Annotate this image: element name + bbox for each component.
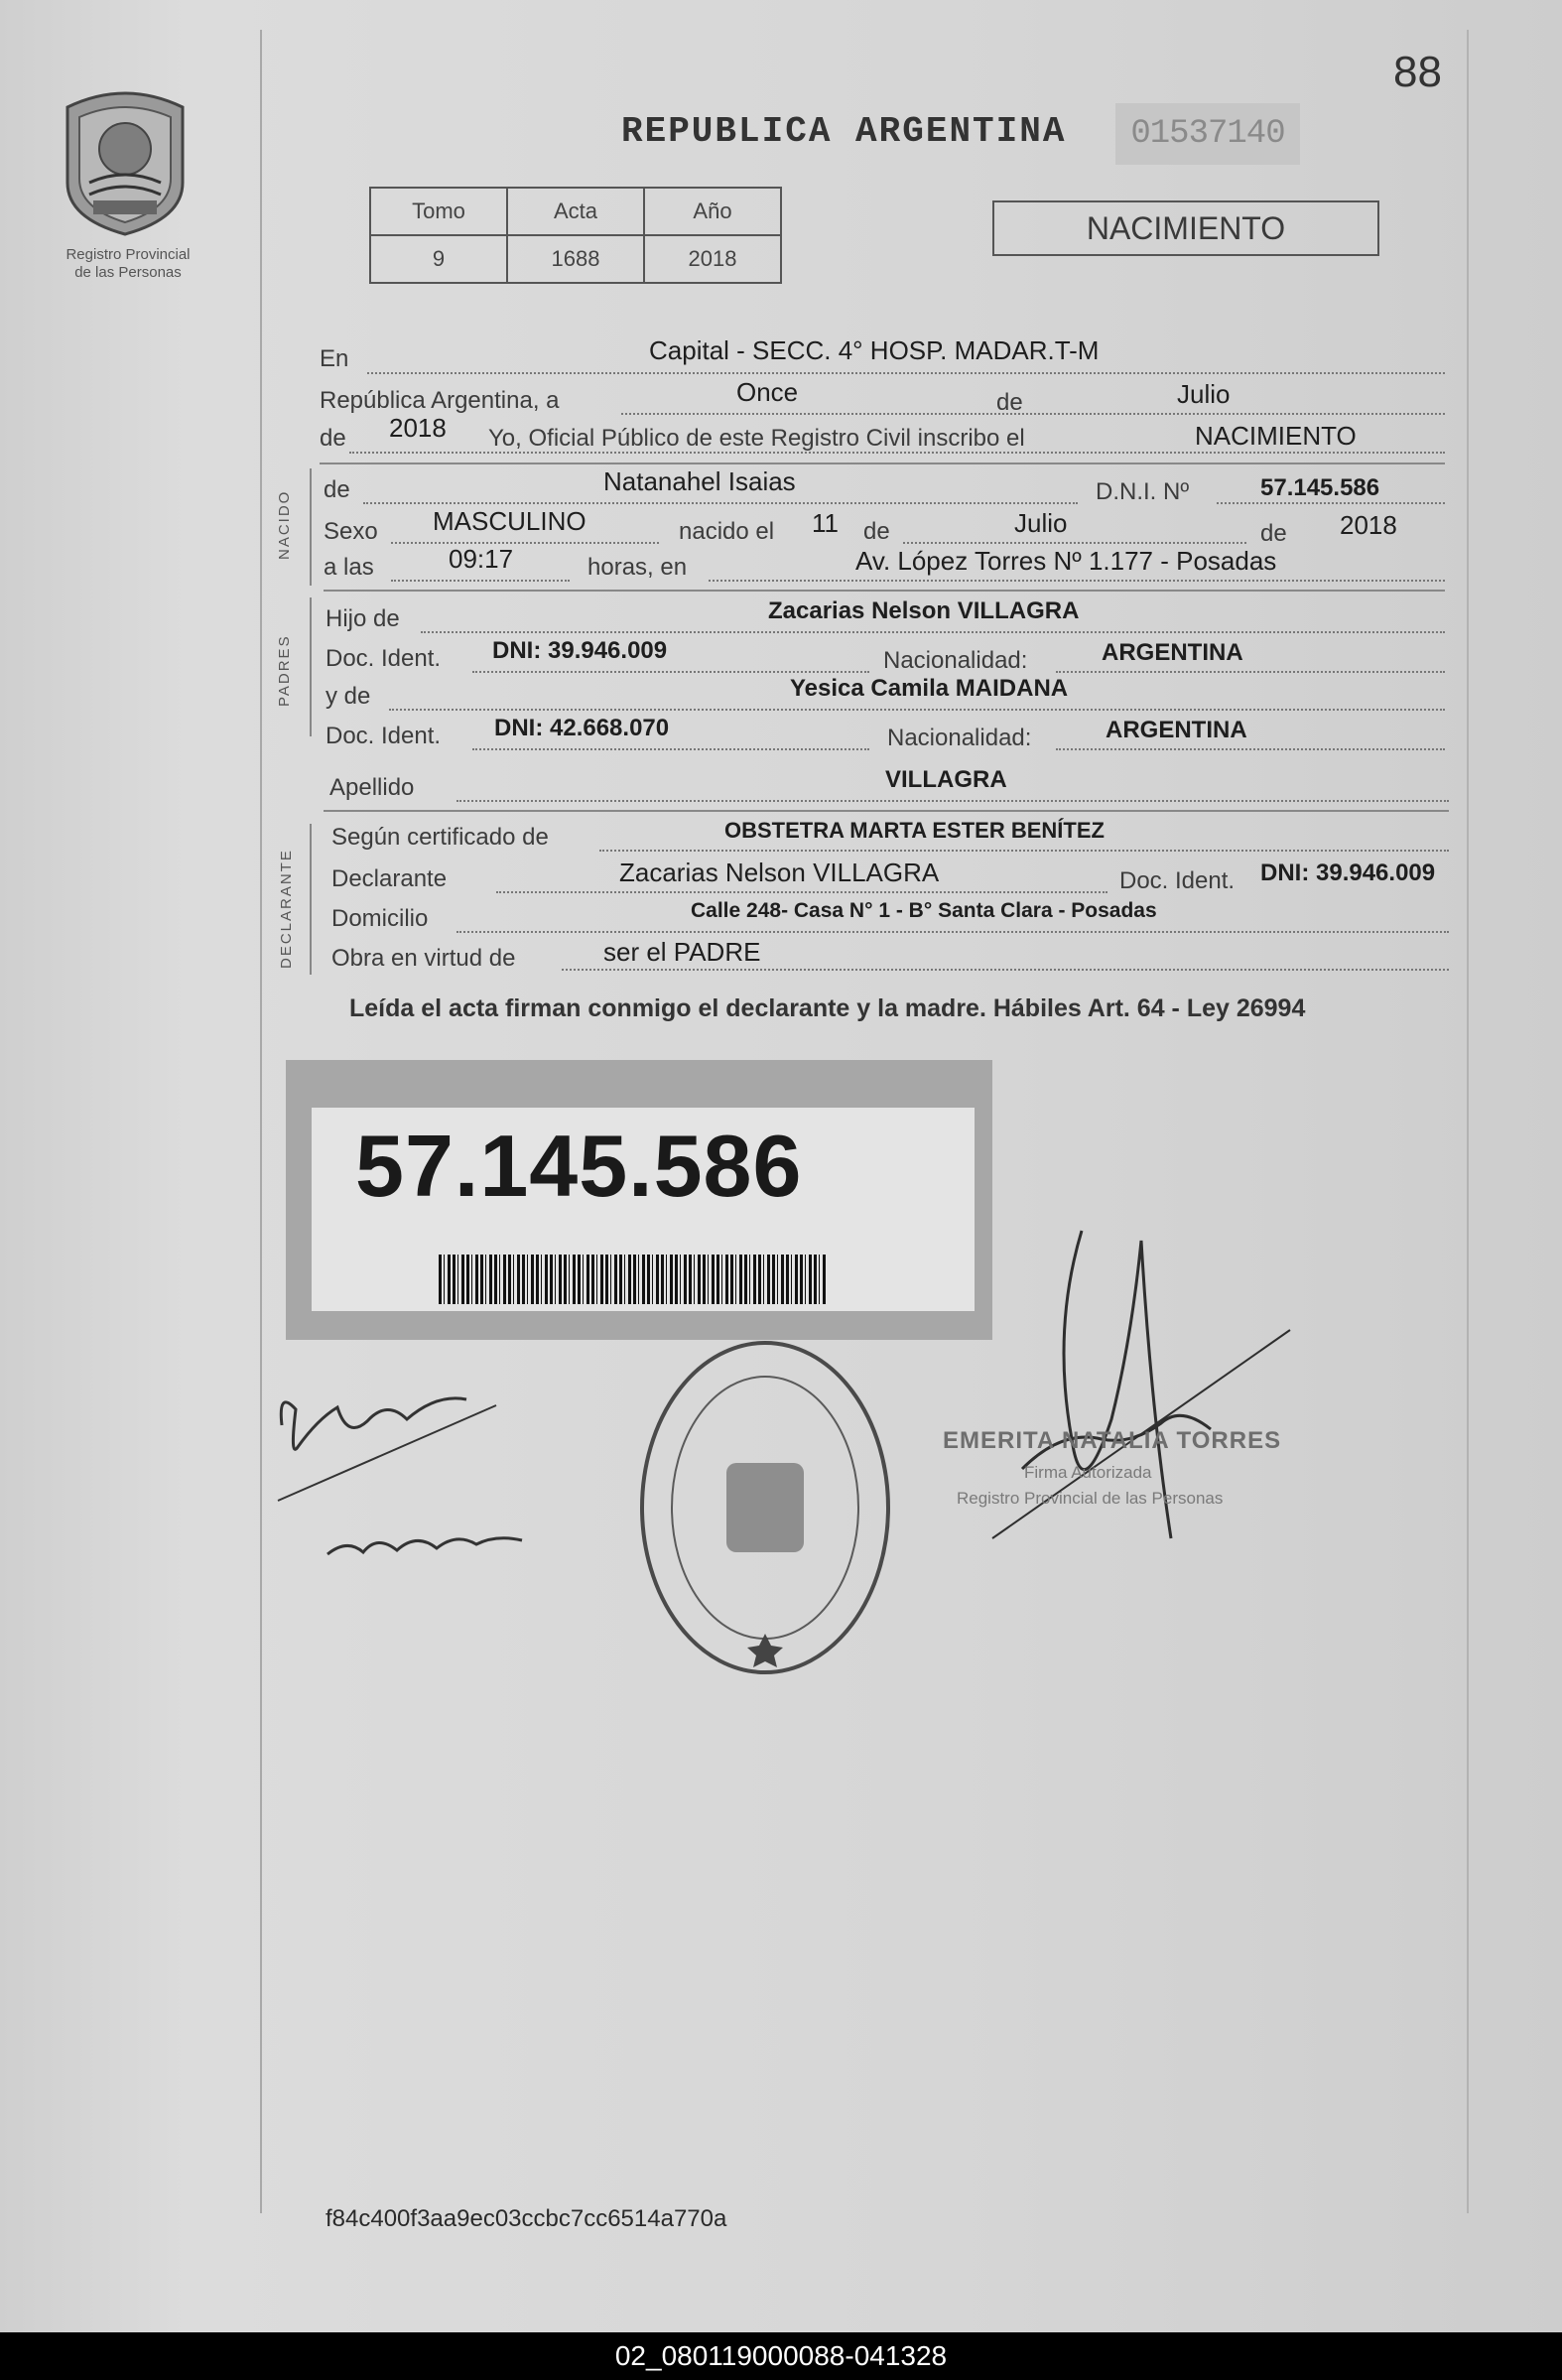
footer-file-id: 02_080119000088-041328 [0, 2332, 1562, 2380]
dotted-line [709, 580, 1445, 582]
doc-ident-label: Doc. Ident. [325, 645, 442, 672]
declarante-label: Declarante [331, 865, 448, 892]
logo-caption [34, 246, 222, 282]
de-label: de [996, 389, 1023, 416]
domicilio-label: Domicilio [331, 905, 429, 932]
official-name: EMERITA NATALIA TORRES [943, 1427, 1282, 1454]
dotted-line [903, 542, 1246, 544]
id-label-inner [312, 1108, 975, 1311]
nacionalidad-label: Nacionalidad: [887, 725, 1032, 751]
document-hash: f84c400f3aa9ec03ccbc7cc6514a770a [325, 2205, 727, 2232]
declarant-signature-icon [268, 1350, 566, 1648]
dotted-line [472, 671, 869, 673]
dotted-line [389, 709, 1445, 711]
declarant-doc: DNI: 39.946.009 [1260, 859, 1436, 886]
dotted-line [599, 850, 1449, 852]
right-margin-line [1467, 30, 1469, 2213]
logo-caption-line1: Registro Provincial [65, 246, 191, 263]
month-text: Julio [1177, 379, 1231, 409]
certificado-label: Según certificado de [331, 824, 549, 851]
hijo-de-label: Hijo de [325, 605, 400, 632]
mother-doc: DNI: 42.668.070 [494, 715, 670, 741]
surname-value: VILLAGRA [885, 766, 1007, 793]
official-signature-icon [933, 1211, 1310, 1568]
id-label-sticker [286, 1060, 992, 1340]
registry-value-acta: 1688 [507, 235, 644, 283]
de-label: de [324, 476, 350, 503]
doc-ident-label: Doc. Ident. [325, 723, 442, 749]
section-separator [324, 590, 1445, 592]
dotted-line [1056, 671, 1445, 673]
section-separator [324, 810, 1449, 812]
birth-time: 09:17 [449, 544, 514, 574]
registry-header-ano: Año [644, 188, 781, 235]
left-margin-line [260, 30, 262, 2213]
dotted-line [367, 372, 1445, 374]
registry-value-ano: 2018 [644, 235, 781, 283]
father-name: Zacarias Nelson VILLAGRA [768, 597, 1080, 624]
year-prefix: de [320, 425, 346, 452]
dotted-line [456, 931, 1449, 933]
id-label-number: 57.145.586 [355, 1117, 803, 1215]
registered-type: NACIMIENTO [1195, 421, 1357, 451]
year-value: 2018 [389, 413, 447, 443]
serial-number: 01537140 [1115, 103, 1300, 165]
dotted-line [421, 631, 1445, 633]
birth-day: 11 [812, 508, 839, 538]
birth-year: 2018 [1340, 510, 1397, 540]
sexo-label: Sexo [324, 518, 378, 545]
mother-name: Yesica Camila MAIDANA [790, 675, 1069, 702]
declarante-section-label: DECLARANTE [278, 849, 295, 969]
child-dni: 57.145.586 [1260, 474, 1380, 501]
father-doc: DNI: 39.946.009 [492, 637, 668, 664]
father-nationality: ARGENTINA [1102, 639, 1243, 666]
document-title: REPUBLICA ARGENTINA [621, 111, 1067, 152]
republica-label: República Argentina, a [320, 387, 560, 414]
dotted-line [391, 580, 570, 582]
en-label: En [320, 345, 349, 372]
day-text: Once [736, 377, 799, 407]
de-label: de [863, 518, 890, 545]
official-office: Registro Provincial de las Personas [957, 1489, 1224, 1508]
dotted-line [472, 748, 869, 750]
section-bracket [310, 824, 312, 975]
declarant-address: Calle 248- Casa N° 1 - B° Santa Clara - Posadas [691, 899, 1157, 922]
section-separator [320, 463, 1445, 464]
closing-statement: Leída el acta firman conmigo el declarante y la madre. Hábiles Art. 64 - Ley 26994 [349, 994, 1306, 1022]
horas-label: horas, en [587, 554, 688, 581]
dotted-line [456, 800, 1449, 802]
registry-header-tomo: Tomo [370, 188, 507, 235]
nacido-section-label: NACIDO [276, 489, 293, 560]
obra-label: Obra en virtud de [331, 945, 516, 972]
certificate-issuer: OBSTETRA MARTA ESTER BENÍTEZ [724, 818, 1105, 843]
section-bracket [310, 597, 312, 736]
padres-section-label: PADRES [276, 634, 293, 707]
official-stamp-icon [635, 1336, 895, 1679]
dotted-line [391, 542, 659, 544]
dotted-line [1217, 502, 1445, 504]
declarant-reason: ser el PADRE [603, 937, 761, 967]
barcode-icon [439, 1255, 826, 1304]
registry-table [369, 187, 782, 284]
section-bracket [310, 468, 312, 586]
mother-nationality: ARGENTINA [1106, 717, 1247, 743]
birth-place: Av. López Torres Nº 1.177 - Posadas [855, 546, 1277, 576]
nacionalidad-label: Nacionalidad: [883, 647, 1028, 674]
a-las-label: a las [324, 554, 374, 581]
dni-label: D.N.I. Nº [1096, 478, 1190, 505]
birth-month: Julio [1014, 508, 1068, 538]
dotted-line [496, 891, 1107, 893]
official-role: Firma Autorizada [1024, 1463, 1152, 1482]
child-name: Natanahel Isaias [603, 466, 796, 496]
child-sex: MASCULINO [433, 506, 586, 536]
y-de-label: y de [325, 683, 371, 710]
de-label: de [1260, 520, 1287, 547]
logo-caption-line2: de las Personas [74, 264, 182, 281]
doc-ident-label: Doc. Ident. [1119, 867, 1236, 894]
official-text: Yo, Oficial Público de este Registro Civil inscribo el [488, 425, 1025, 452]
dotted-line [349, 452, 1445, 454]
apellido-label: Apellido [329, 774, 415, 801]
dotted-line [562, 969, 1449, 971]
province-emblem-icon [60, 87, 191, 236]
page-number: 88 [1393, 48, 1442, 96]
dotted-line [363, 502, 1078, 504]
nacido-el-label: nacido el [679, 518, 775, 545]
dotted-line [621, 413, 1445, 415]
registration-place: Capital - SECC. 4° HOSP. MADAR.T-M [649, 335, 1100, 365]
registry-header-acta: Acta [507, 188, 644, 235]
declarant-name: Zacarias Nelson VILLAGRA [619, 858, 940, 887]
dotted-line [1056, 748, 1445, 750]
act-type-box: NACIMIENTO [992, 200, 1379, 256]
registry-value-tomo: 9 [370, 235, 507, 283]
